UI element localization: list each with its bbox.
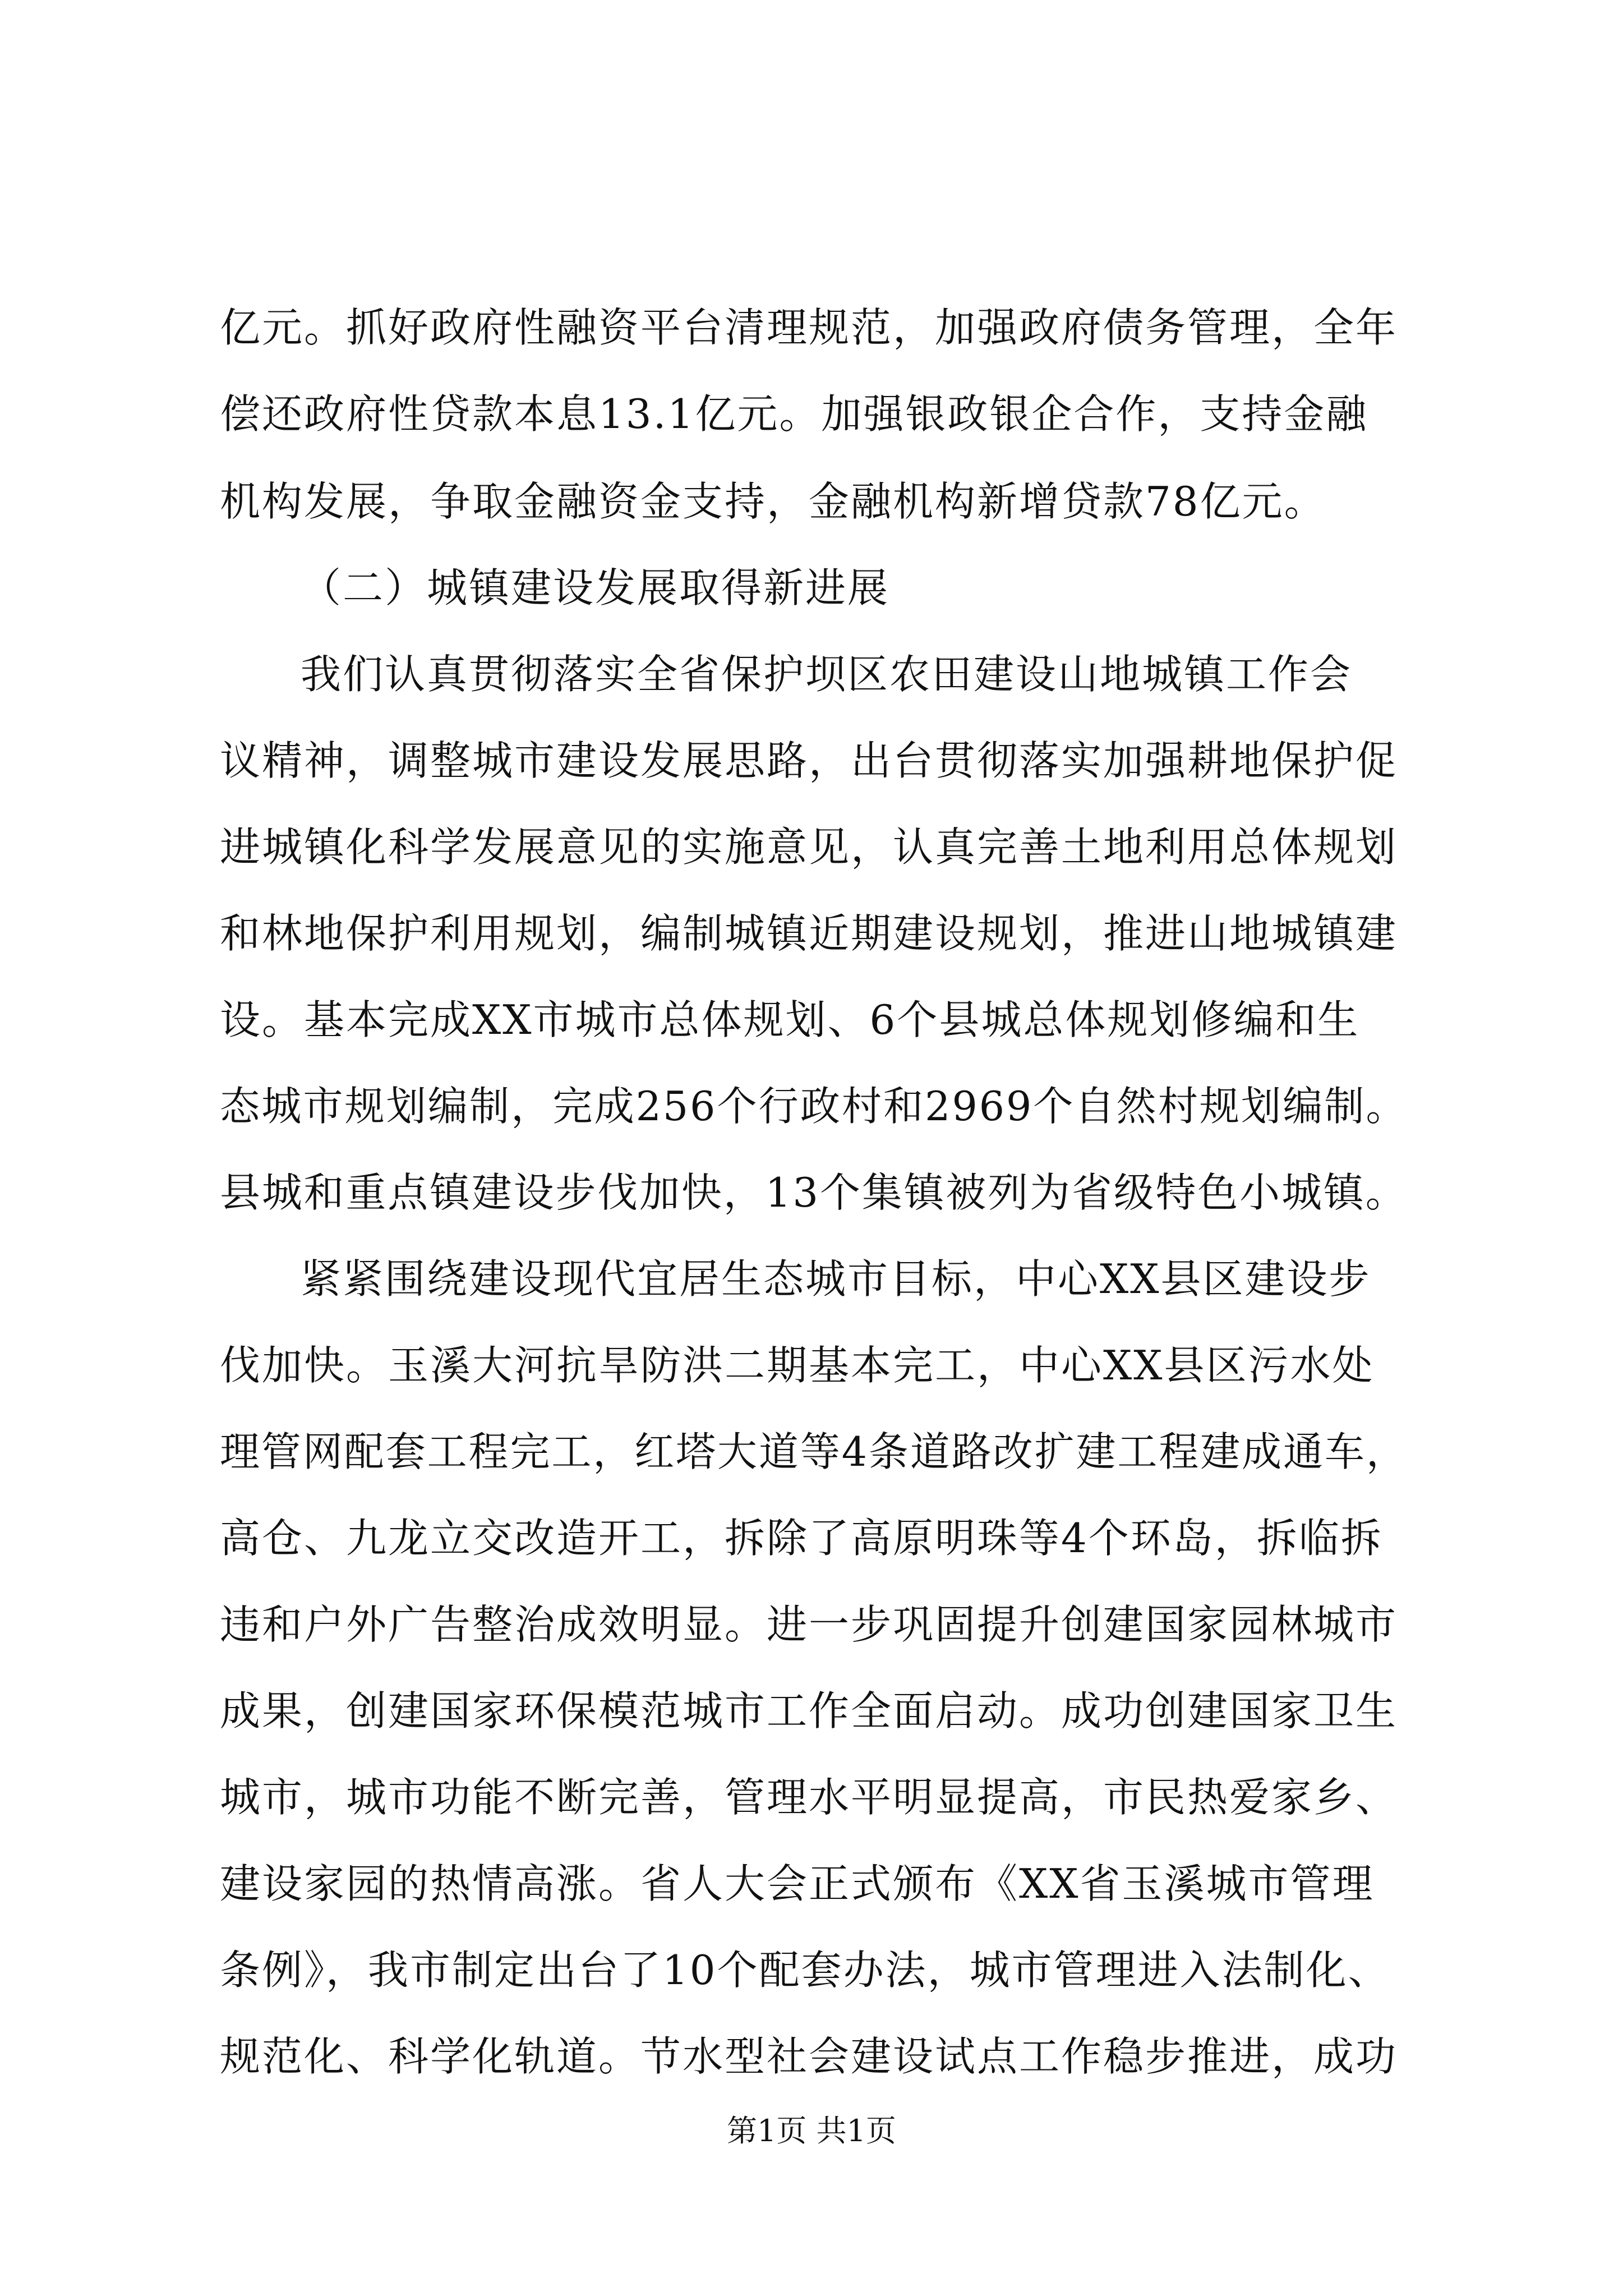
section-heading: （二）城镇建设发展取得新进展 — [301, 564, 890, 611]
text-line: 进城镇化科学发展意见的实施意见，认真完善土地利用总体规划 — [220, 823, 1398, 871]
text-line: 偿还政府性贷款本息13.1亿元。加强银政银企合作，支持金融 — [220, 390, 1368, 438]
text-line: 议精神，调整城市建设发展思路，出台贯彻落实加强耕地保护促 — [220, 737, 1398, 784]
text-line: 机构发展，争取金融资金支持，金融机构新增贷款78亿元。 — [220, 478, 1326, 525]
text-line: 违和户外广告整治成效明显。进一步巩固提升创建国家园林城市 — [220, 1601, 1398, 1648]
text-line: 条例》，我市制定出台了10个配套办法，城市管理进入法制化、 — [220, 1947, 1390, 1994]
text-line: 亿元。抓好政府性融资平台清理规范，加强政府债务管理，全年 — [220, 304, 1398, 351]
text-line: 城市，城市功能不断完善，管理水平明显提高，市民热爱家乡、 — [220, 1774, 1398, 1821]
text-line: 和林地保护利用规划，编制城镇近期建设规划，推进山地城镇建 — [220, 910, 1398, 957]
text-line: 县城和重点镇建设步伐加快，13个集镇被列为省级特色小城镇。 — [220, 1169, 1408, 1216]
text-line: 规范化、科学化轨道。节水型社会建设试点工作稳步推进，成功 — [220, 2033, 1398, 2080]
text-line: 建设家园的热情高涨。省人大会正式颁布《XX省玉溪城市管理 — [220, 1860, 1375, 1907]
text-line: 伐加快。玉溪大河抗旱防洪二期基本完工，中心XX县区污水处 — [220, 1342, 1375, 1389]
text-line: 紧紧围绕建设现代宜居生态城市目标，中心XX县区建设步 — [301, 1255, 1371, 1303]
text-line: 高仓、九龙立交改造开工，拆除了高原明珠等4个环岛，拆临拆 — [220, 1515, 1383, 1562]
text-line: 成果，创建国家环保模范城市工作全面启动。成功创建国家卫生 — [220, 1687, 1398, 1734]
text-line: 我们认真贯彻落实全省保护坝区农田建设山地城镇工作会 — [301, 651, 1353, 698]
text-line: 设。基本完成XX市城市总体规划、6个县城总体规划修编和生 — [220, 996, 1360, 1043]
text-line: 理管网配套工程完工，红塔大道等4条道路改扩建工程建成通车， — [220, 1428, 1408, 1475]
text-line: 态城市规划编制，完成256个行政村和2969个自然村规划编制。 — [220, 1083, 1408, 1130]
page-footer: 第1页 共1页 — [727, 2113, 896, 2148]
